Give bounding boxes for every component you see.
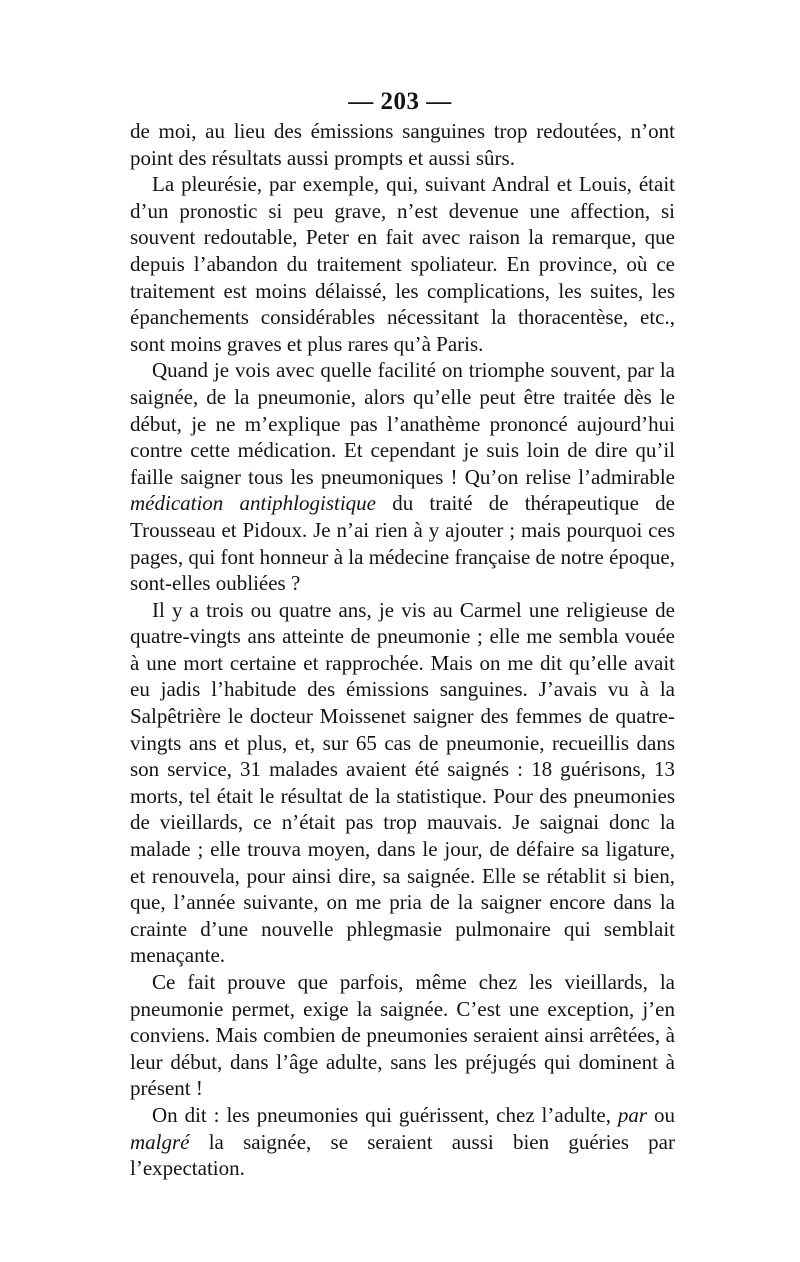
body-text	[130, 118, 675, 1182]
paragraph-3	[130, 357, 675, 596]
paragraph-6-text-mid: ou	[647, 1102, 675, 1127]
paragraph-1: de moi, au lieu des émissions sanguines trop redoutées, n’ont point des résultats aussi prompts et aussi sûrs.	[130, 119, 675, 170]
paragraph-3-text-after: du traité de thérapeutique de Trousseau et Pidoux. Je n’ai rien à y ajouter ; mais pourquoi ces pages, qui font honneur à la médecine française de notre époque, sont-elles oubliées ?	[130, 491, 675, 596]
paragraph-3-italic-term: médication antiphlogistique	[130, 491, 376, 516]
paragraph-6-italic-par: par	[617, 1102, 648, 1127]
paragraph-6	[130, 1102, 675, 1182]
paragraph-5: Ce fait prouve que parfois, même chez les vieillards, la pneumonie permet, exige la saignée. C’est une exception, j’en conviens. Mais combien de pneumonies seraient ainsi arrêtées, à leur début, dans l’âge adulte, sans les préjugés qui dominent à présent !	[130, 970, 675, 1101]
paragraph-2: La pleurésie, par exemple, qui, suivant Andral et Louis, était d’un pronostic si peu grave, n’est devenue une affection, si souvent redoutable, Peter en fait avec raison la remarque, que depuis l’abandon du traitement spoliateur. En province, où ce traitement est moins délaissé, les complications, les suites, les épanchements considérables nécessitant la thoracentèse, etc., sont moins graves et plus rares qu’à Paris.	[130, 172, 675, 356]
paragraph-6-text-end: la saignée, se seraient aussi bien guéries par l’expectation.	[130, 1129, 675, 1181]
paragraph-4: Il y a trois ou quatre ans, je vis au Carmel une religieuse de quatre-vingts ans atteinte de pneumonie ; elle me sembla vouée à une mort certaine et rapprochée. Mais on me dit qu’elle avait eu jadis l’habitude des émissions sanguines. J’avais vu à la Salpêtrière le docteur Moissenet saigner des femmes de quatre-vingts ans et plus, et, sur 65 cas de pneumonie, recueillis dans son service, 31 malades avaient été saignés : 18 guérisons, 13 morts, tel était le résultat de la statistique. Pour des pneumonies de vieillards, ce n’était pas trop mauvais. Je saignai donc la malade ; elle trouva moyen, dans le jour, de défaire sa ligature, et renouvela, pour ainsi dire, sa saignée. Elle se rétablit si bien, que, l’année suivante, on me pria de la saigner encore dans la crainte d’une nouvelle phlegmasie pulmonaire qui semblait menaçante.	[130, 597, 675, 968]
paragraph-3-text-before: Quand je vois avec quelle facilité on triomphe souvent, par la saignée, de la pneumonie, alors qu’elle peut être traitée dès le début, je ne m’explique pas l’anathème prononcé aujourd’hui contre cette médication. Et cependant je suis loin de dire qu’il faille saigner tous les pneumoniques ! Qu’on relise l’admirable	[130, 358, 675, 489]
paragraph-6-italic-malgre: malgré	[130, 1129, 190, 1154]
paragraph-6-text-start: On dit : les pneumonies qui guérissent, chez l’adulte,	[152, 1102, 618, 1127]
page-number: — 203 —	[348, 88, 452, 115]
